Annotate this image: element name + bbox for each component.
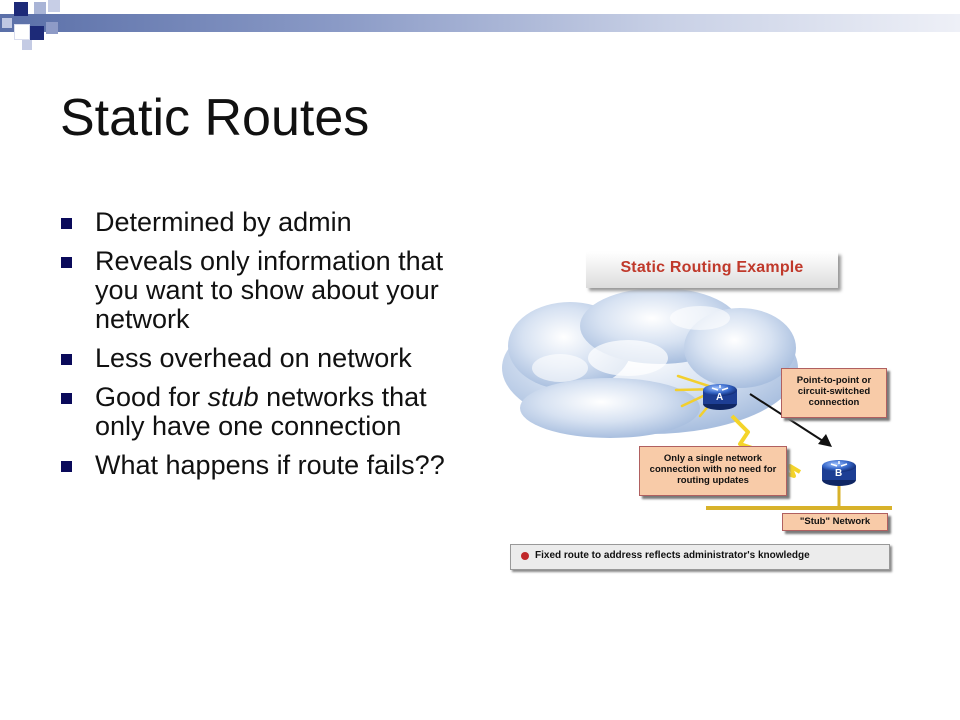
decorative-square bbox=[34, 2, 46, 14]
callout-text: Point-to-point or circuit-switched connection bbox=[796, 375, 872, 408]
bullet-text: Determined by admin bbox=[95, 207, 352, 237]
red-bullet-icon bbox=[521, 552, 529, 560]
header-gradient-bar bbox=[0, 14, 960, 32]
decorative-square bbox=[30, 26, 44, 40]
bullet-text-emphasis: stub bbox=[207, 382, 259, 412]
bullet-item bbox=[60, 383, 460, 441]
slide-title: Static Routes bbox=[60, 89, 370, 147]
callout-text: "Stub" Network bbox=[799, 516, 871, 527]
callout-single-network bbox=[639, 446, 787, 496]
router-b-label: B bbox=[835, 468, 843, 479]
callout-text: Only a single network connection with no need for routing updates bbox=[649, 453, 777, 486]
bullet-text: Reveals only information that you want to show about your network bbox=[95, 246, 444, 334]
bullet-item bbox=[60, 208, 460, 237]
bullet-square-icon bbox=[61, 354, 72, 365]
bullet-square-icon bbox=[61, 257, 72, 268]
decorative-square bbox=[48, 0, 60, 12]
legend-text: Fixed route to address reflects administrator's knowledge bbox=[535, 550, 810, 561]
diagram-title: Static Routing Example bbox=[620, 259, 804, 276]
bullet-list bbox=[60, 208, 460, 490]
bullet-item bbox=[60, 344, 460, 373]
bullet-text: What happens if route fails?? bbox=[95, 450, 445, 480]
callout-point-to-point bbox=[781, 368, 887, 418]
diagram-title-banner bbox=[586, 252, 838, 288]
decorative-square bbox=[46, 22, 58, 34]
diagram-legend bbox=[510, 544, 890, 570]
static-routing-diagram bbox=[500, 248, 900, 578]
bullet-text-prefix: Good for bbox=[95, 382, 208, 412]
bullet-text-suffix: networks that only have one connection bbox=[95, 382, 427, 441]
bullet-square-icon bbox=[61, 218, 72, 229]
bullet-square-icon bbox=[61, 393, 72, 404]
callout-stub-network bbox=[782, 513, 888, 531]
decorative-square bbox=[2, 18, 12, 28]
router-a-label: A bbox=[716, 392, 724, 403]
decorative-square bbox=[22, 40, 32, 50]
bullet-text: Less overhead on network bbox=[95, 343, 412, 373]
decorative-square bbox=[14, 24, 30, 40]
bullet-square-icon bbox=[61, 461, 72, 472]
bullet-item bbox=[60, 247, 460, 334]
bullet-item bbox=[60, 451, 460, 480]
decorative-square bbox=[14, 2, 28, 16]
network-cloud bbox=[502, 288, 798, 438]
